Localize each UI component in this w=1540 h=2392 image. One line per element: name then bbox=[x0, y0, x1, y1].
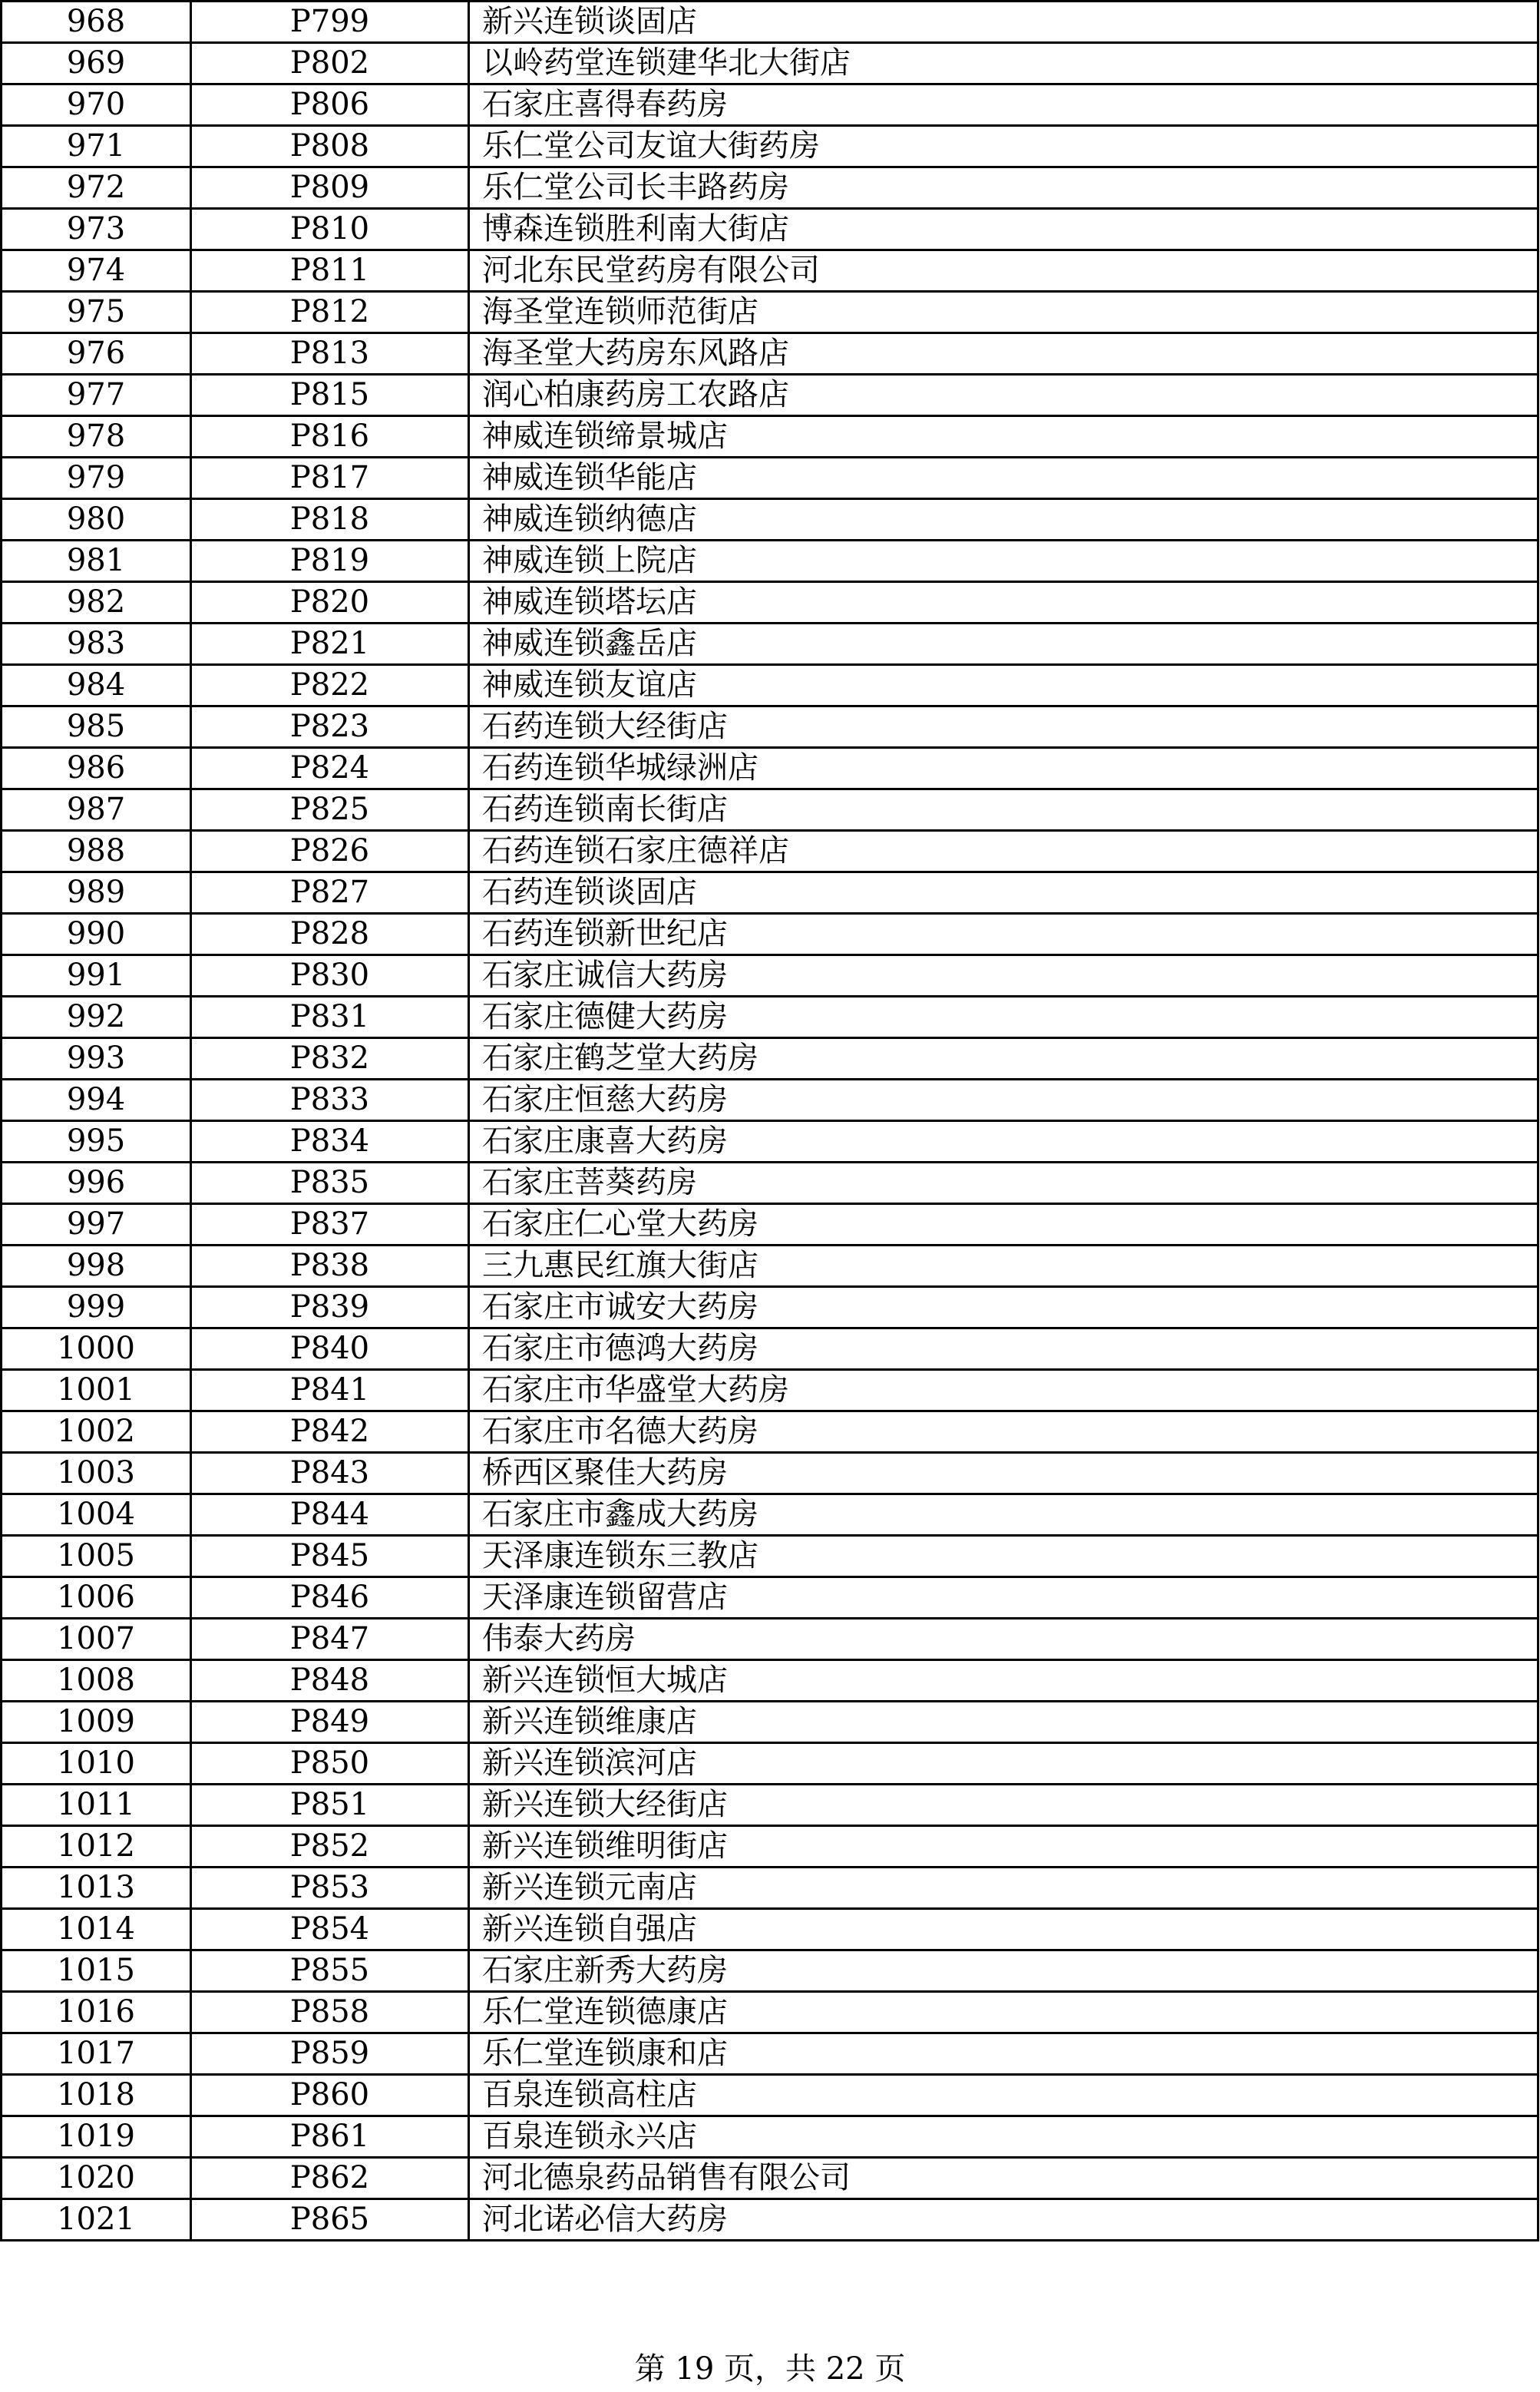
store-code: P842 bbox=[191, 1411, 469, 1453]
row-number: 1015 bbox=[2, 1950, 191, 1992]
store-code: P837 bbox=[191, 1204, 469, 1246]
row-number: 1006 bbox=[2, 1577, 191, 1619]
store-code: P834 bbox=[191, 1121, 469, 1163]
store-code: P850 bbox=[191, 1743, 469, 1785]
row-number: 988 bbox=[2, 831, 191, 872]
store-name: 石家庄菩葵药房 bbox=[469, 1163, 1538, 1204]
store-name: 新兴连锁元南店 bbox=[469, 1868, 1538, 1909]
store-code: P817 bbox=[191, 458, 469, 499]
store-code: P847 bbox=[191, 1619, 469, 1660]
store-name: 石家庄德健大药房 bbox=[469, 997, 1538, 1038]
store-code: P840 bbox=[191, 1328, 469, 1370]
store-name: 石药连锁南长街店 bbox=[469, 789, 1538, 831]
store-name: 石家庄市名德大药房 bbox=[469, 1411, 1538, 1453]
table-row bbox=[2, 84, 1538, 126]
row-number: 987 bbox=[2, 789, 191, 831]
table-row bbox=[2, 209, 1538, 250]
store-name: 天泽康连锁东三教店 bbox=[469, 1536, 1538, 1577]
row-number: 1020 bbox=[2, 2158, 191, 2199]
store-name: 乐仁堂公司友谊大街药房 bbox=[469, 126, 1538, 167]
row-number: 1004 bbox=[2, 1494, 191, 1536]
store-code: P820 bbox=[191, 582, 469, 624]
store-code: P809 bbox=[191, 167, 469, 209]
row-number: 970 bbox=[2, 84, 191, 126]
table-row bbox=[2, 624, 1538, 665]
store-code: P852 bbox=[191, 1826, 469, 1868]
store-code: P849 bbox=[191, 1702, 469, 1743]
store-name: 石家庄市鑫成大药房 bbox=[469, 1494, 1538, 1536]
store-name: 神威连锁缔景城店 bbox=[469, 416, 1538, 458]
store-code: P830 bbox=[191, 955, 469, 997]
store-name: 石家庄喜得春药房 bbox=[469, 84, 1538, 126]
store-name: 石药连锁大经街店 bbox=[469, 706, 1538, 748]
row-number: 1002 bbox=[2, 1411, 191, 1453]
store-name: 天泽康连锁留营店 bbox=[469, 1577, 1538, 1619]
row-number: 990 bbox=[2, 914, 191, 955]
table-row bbox=[2, 1494, 1538, 1536]
row-number: 993 bbox=[2, 1038, 191, 1080]
table-row bbox=[2, 2033, 1538, 2075]
store-name: 石药连锁谈固店 bbox=[469, 872, 1538, 914]
store-code: P851 bbox=[191, 1785, 469, 1826]
store-name: 神威连锁友谊店 bbox=[469, 665, 1538, 706]
store-name: 新兴连锁维康店 bbox=[469, 1702, 1538, 1743]
table-row bbox=[2, 1038, 1538, 1080]
store-code: P810 bbox=[191, 209, 469, 250]
store-code: P846 bbox=[191, 1577, 469, 1619]
store-code: P832 bbox=[191, 1038, 469, 1080]
page-footer: 第 19 页，共 22 页 bbox=[634, 2351, 906, 2387]
row-number: 991 bbox=[2, 955, 191, 997]
store-name: 海圣堂大药房东风路店 bbox=[469, 333, 1538, 375]
table-row bbox=[2, 665, 1538, 706]
store-name: 新兴连锁维明街店 bbox=[469, 1826, 1538, 1868]
table-row bbox=[2, 1785, 1538, 1826]
row-number: 980 bbox=[2, 499, 191, 541]
store-name: 神威连锁华能店 bbox=[469, 458, 1538, 499]
store-name: 河北德泉药品销售有限公司 bbox=[469, 2158, 1538, 2199]
row-number: 996 bbox=[2, 1163, 191, 1204]
store-code: P819 bbox=[191, 541, 469, 582]
store-name: 润心柏康药房工农路店 bbox=[469, 375, 1538, 416]
row-number: 999 bbox=[2, 1287, 191, 1328]
table-row bbox=[2, 872, 1538, 914]
table-row bbox=[2, 1204, 1538, 1246]
row-number: 968 bbox=[2, 2, 191, 43]
row-number: 997 bbox=[2, 1204, 191, 1246]
store-name: 石药连锁华城绿洲店 bbox=[469, 748, 1538, 789]
row-number: 1013 bbox=[2, 1868, 191, 1909]
store-name: 新兴连锁滨河店 bbox=[469, 1743, 1538, 1785]
store-name: 百泉连锁高柱店 bbox=[469, 2075, 1538, 2116]
store-code: P818 bbox=[191, 499, 469, 541]
row-number: 976 bbox=[2, 333, 191, 375]
store-code: P827 bbox=[191, 872, 469, 914]
table-row bbox=[2, 955, 1538, 997]
table-row bbox=[2, 458, 1538, 499]
table-row bbox=[2, 1743, 1538, 1785]
store-code: P844 bbox=[191, 1494, 469, 1536]
store-name: 以岭药堂连锁建华北大街店 bbox=[469, 43, 1538, 84]
table-row bbox=[2, 1411, 1538, 1453]
row-number: 1010 bbox=[2, 1743, 191, 1785]
store-name: 河北东民堂药房有限公司 bbox=[469, 250, 1538, 292]
table-row bbox=[2, 1287, 1538, 1328]
table-body bbox=[2, 2, 1538, 2241]
table-row bbox=[2, 1950, 1538, 1992]
row-number: 1012 bbox=[2, 1826, 191, 1868]
row-number: 1005 bbox=[2, 1536, 191, 1577]
store-name: 桥西区聚佳大药房 bbox=[469, 1453, 1538, 1494]
store-name: 神威连锁纳德店 bbox=[469, 499, 1538, 541]
row-number: 986 bbox=[2, 748, 191, 789]
row-number: 979 bbox=[2, 458, 191, 499]
store-code: P823 bbox=[191, 706, 469, 748]
table-row bbox=[2, 1992, 1538, 2033]
table-row bbox=[2, 1121, 1538, 1163]
store-code: P828 bbox=[191, 914, 469, 955]
store-name: 博森连锁胜利南大街店 bbox=[469, 209, 1538, 250]
table-row bbox=[2, 1080, 1538, 1121]
store-name: 石家庄康喜大药房 bbox=[469, 1121, 1538, 1163]
table-row bbox=[2, 416, 1538, 458]
row-number: 985 bbox=[2, 706, 191, 748]
table-row bbox=[2, 292, 1538, 333]
store-code: P833 bbox=[191, 1080, 469, 1121]
table-row bbox=[2, 43, 1538, 84]
store-code: P858 bbox=[191, 1992, 469, 2033]
table-row bbox=[2, 126, 1538, 167]
table-row bbox=[2, 1536, 1538, 1577]
store-name: 神威连锁鑫岳店 bbox=[469, 624, 1538, 665]
table-row bbox=[2, 1660, 1538, 1702]
row-number: 969 bbox=[2, 43, 191, 84]
store-code: P865 bbox=[191, 2199, 469, 2241]
row-number: 995 bbox=[2, 1121, 191, 1163]
table-row bbox=[2, 1702, 1538, 1743]
store-code: P812 bbox=[191, 292, 469, 333]
table-row bbox=[2, 2116, 1538, 2158]
store-code: P808 bbox=[191, 126, 469, 167]
store-name: 石家庄鹤芝堂大药房 bbox=[469, 1038, 1538, 1080]
row-number: 977 bbox=[2, 375, 191, 416]
row-number: 1011 bbox=[2, 1785, 191, 1826]
store-name: 百泉连锁永兴店 bbox=[469, 2116, 1538, 2158]
row-number: 1018 bbox=[2, 2075, 191, 2116]
store-name: 海圣堂连锁师范街店 bbox=[469, 292, 1538, 333]
row-number: 982 bbox=[2, 582, 191, 624]
store-code: P848 bbox=[191, 1660, 469, 1702]
table-row bbox=[2, 1868, 1538, 1909]
store-code: P853 bbox=[191, 1868, 469, 1909]
table-row bbox=[2, 333, 1538, 375]
store-name: 石家庄市德鸿大药房 bbox=[469, 1328, 1538, 1370]
row-number: 1008 bbox=[2, 1660, 191, 1702]
store-name: 乐仁堂连锁德康店 bbox=[469, 1992, 1538, 2033]
row-number: 1003 bbox=[2, 1453, 191, 1494]
store-code: P838 bbox=[191, 1246, 469, 1287]
table-row bbox=[2, 1370, 1538, 1411]
row-number: 1019 bbox=[2, 2116, 191, 2158]
store-code: P825 bbox=[191, 789, 469, 831]
store-code: P841 bbox=[191, 1370, 469, 1411]
store-code: P821 bbox=[191, 624, 469, 665]
table-row bbox=[2, 748, 1538, 789]
store-code: P806 bbox=[191, 84, 469, 126]
table-row bbox=[2, 1453, 1538, 1494]
table-row bbox=[2, 914, 1538, 955]
table-row bbox=[2, 167, 1538, 209]
row-number: 1000 bbox=[2, 1328, 191, 1370]
table-row bbox=[2, 1909, 1538, 1950]
store-code: P839 bbox=[191, 1287, 469, 1328]
table-row bbox=[2, 997, 1538, 1038]
row-number: 972 bbox=[2, 167, 191, 209]
store-name: 乐仁堂公司长丰路药房 bbox=[469, 167, 1538, 209]
table-row bbox=[2, 1826, 1538, 1868]
store-code: P831 bbox=[191, 997, 469, 1038]
store-code: P845 bbox=[191, 1536, 469, 1577]
store-name: 新兴连锁自强店 bbox=[469, 1909, 1538, 1950]
table-row bbox=[2, 2, 1538, 43]
store-code: P835 bbox=[191, 1163, 469, 1204]
store-code: P822 bbox=[191, 665, 469, 706]
store-name: 石家庄新秀大药房 bbox=[469, 1950, 1538, 1992]
store-code: P843 bbox=[191, 1453, 469, 1494]
table-row bbox=[2, 2075, 1538, 2116]
row-number: 989 bbox=[2, 872, 191, 914]
store-name: 新兴连锁大经街店 bbox=[469, 1785, 1538, 1826]
table-row bbox=[2, 1577, 1538, 1619]
store-name: 石家庄恒慈大药房 bbox=[469, 1080, 1538, 1121]
table-row bbox=[2, 541, 1538, 582]
table-row bbox=[2, 2199, 1538, 2241]
store-name: 神威连锁上院店 bbox=[469, 541, 1538, 582]
store-code: P811 bbox=[191, 250, 469, 292]
store-name: 新兴连锁谈固店 bbox=[469, 2, 1538, 43]
row-number: 971 bbox=[2, 126, 191, 167]
row-number: 1014 bbox=[2, 1909, 191, 1950]
table-row bbox=[2, 1246, 1538, 1287]
row-number: 994 bbox=[2, 1080, 191, 1121]
row-number: 975 bbox=[2, 292, 191, 333]
store-name: 乐仁堂连锁康和店 bbox=[469, 2033, 1538, 2075]
row-number: 981 bbox=[2, 541, 191, 582]
store-code: P802 bbox=[191, 43, 469, 84]
row-number: 998 bbox=[2, 1246, 191, 1287]
store-code: P824 bbox=[191, 748, 469, 789]
table-row bbox=[2, 250, 1538, 292]
store-name: 河北诺必信大药房 bbox=[469, 2199, 1538, 2241]
store-name: 三九惠民红旗大街店 bbox=[469, 1246, 1538, 1287]
store-name: 新兴连锁恒大城店 bbox=[469, 1660, 1538, 1702]
table-row bbox=[2, 1163, 1538, 1204]
row-number: 1017 bbox=[2, 2033, 191, 2075]
table-row bbox=[2, 582, 1538, 624]
row-number: 1001 bbox=[2, 1370, 191, 1411]
store-code: P826 bbox=[191, 831, 469, 872]
row-number: 1016 bbox=[2, 1992, 191, 2033]
row-number: 983 bbox=[2, 624, 191, 665]
table-row bbox=[2, 706, 1538, 748]
row-number: 984 bbox=[2, 665, 191, 706]
table-row bbox=[2, 1619, 1538, 1660]
table-row bbox=[2, 789, 1538, 831]
store-name: 石药连锁石家庄德祥店 bbox=[469, 831, 1538, 872]
table-row bbox=[2, 831, 1538, 872]
store-name: 神威连锁塔坛店 bbox=[469, 582, 1538, 624]
store-name: 石家庄仁心堂大药房 bbox=[469, 1204, 1538, 1246]
store-code: P855 bbox=[191, 1950, 469, 1992]
table-row bbox=[2, 375, 1538, 416]
store-name: 石家庄诚信大药房 bbox=[469, 955, 1538, 997]
row-number: 973 bbox=[2, 209, 191, 250]
store-code: P854 bbox=[191, 1909, 469, 1950]
store-name: 石家庄市诚安大药房 bbox=[469, 1287, 1538, 1328]
row-number: 978 bbox=[2, 416, 191, 458]
store-code: P813 bbox=[191, 333, 469, 375]
row-number: 992 bbox=[2, 997, 191, 1038]
store-code: P860 bbox=[191, 2075, 469, 2116]
store-code: P815 bbox=[191, 375, 469, 416]
store-name: 石药连锁新世纪店 bbox=[469, 914, 1538, 955]
store-code: P816 bbox=[191, 416, 469, 458]
row-number: 974 bbox=[2, 250, 191, 292]
store-code: P862 bbox=[191, 2158, 469, 2199]
table-row bbox=[2, 2158, 1538, 2199]
store-code: P861 bbox=[191, 2116, 469, 2158]
store-name: 石家庄市华盛堂大药房 bbox=[469, 1370, 1538, 1411]
row-number: 1009 bbox=[2, 1702, 191, 1743]
store-code: P799 bbox=[191, 2, 469, 43]
table-row bbox=[2, 499, 1538, 541]
table-row bbox=[2, 1328, 1538, 1370]
store-code: P859 bbox=[191, 2033, 469, 2075]
store-name: 伟泰大药房 bbox=[469, 1619, 1538, 1660]
row-number: 1021 bbox=[2, 2199, 191, 2241]
row-number: 1007 bbox=[2, 1619, 191, 1660]
